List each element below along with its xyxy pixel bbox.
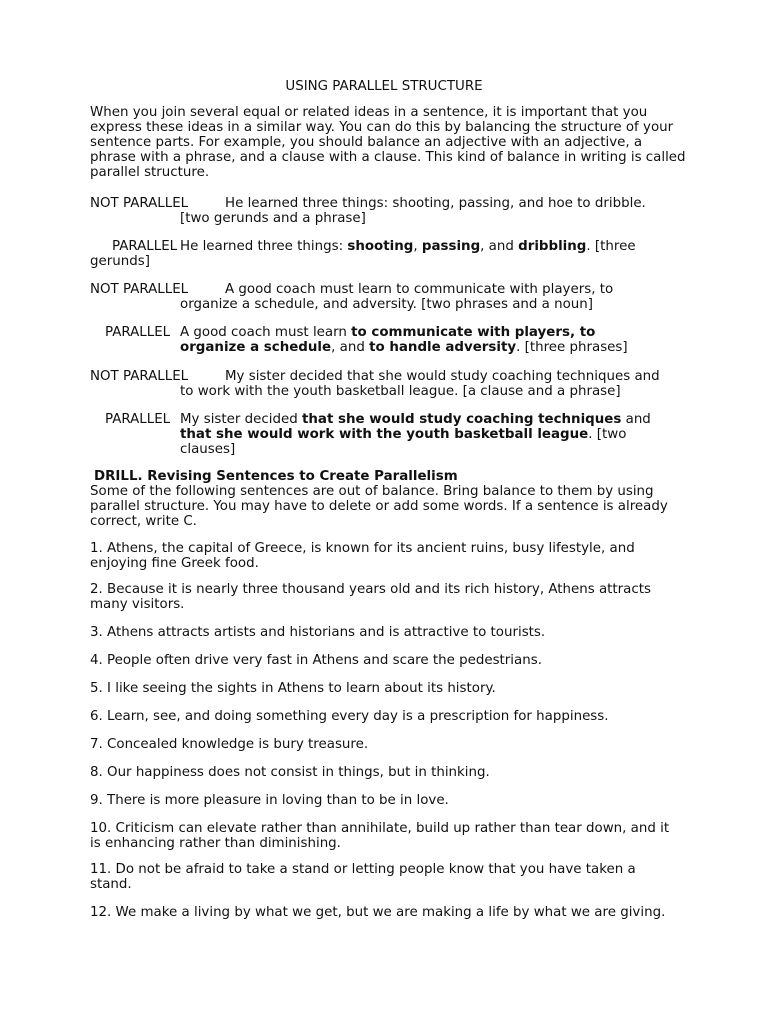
drill-item: 4. People often drive very fast in Athens and scare the pedestrians. [90, 653, 542, 668]
drill-item: 12. We make a living by what we get, but we are making a life by what we are giving. [90, 905, 666, 920]
page-title: USING PARALLEL STRUCTURE [285, 79, 483, 94]
example-text: He learned three things: shooting, passing, and hoe to dribble. [225, 196, 646, 211]
example-note: [two gerunds and a phrase] [180, 211, 366, 226]
example-text: My sister decided that she would study coaching techniques and [180, 412, 651, 427]
not-parallel-label: NOT PARALLEL [90, 369, 189, 384]
drill-item: 1. Athens, the capital of Greece, is known for its ancient ruins, busy lifestyle, and enjoying fine Greek food. [90, 541, 635, 571]
not-parallel-label: NOT PARALLEL [90, 282, 189, 297]
example-text-cont: organize a schedule, and adversity. [two phrases and a noun] [180, 297, 593, 312]
drill-instructions: Some of the following sentences are out of balance. Bring balance to them by using parallel structure. You may have to delete or add some words. If a sentence is already correct, write C. [90, 484, 668, 529]
parallel-label: PARALLEL [105, 412, 171, 427]
example-text-cont: to work with the youth basketball league. [a clause and a phrase] [180, 384, 621, 399]
example-not-parallel-1 [90, 196, 690, 226]
example-text: He learned three things: shooting, passing, and dribbling. [three [180, 239, 636, 254]
drill-item: 2. Because it is nearly three thousand years old and its rich history, Athens attracts many visitors. [90, 582, 651, 612]
parallel-label: PARALLEL [105, 325, 171, 340]
example-parallel-3 [90, 412, 690, 457]
drill-item: 11. Do not be afraid to take a stand or letting people know that you have taken a stand. [90, 862, 636, 892]
drill-heading: DRILL. Revising Sentences to Create Parallelism [94, 469, 458, 484]
parallel-label: PARALLEL [112, 239, 178, 254]
example-text: A good coach must learn to communicate with players, to [180, 325, 596, 340]
drill-item: 9. There is more pleasure in loving than to be in love. [90, 793, 449, 808]
example-text-cont: that she would work with the youth basketball league. [two [180, 427, 627, 442]
example-text: A good coach must learn to communicate with players, to [225, 282, 614, 297]
drill-item: 10. Criticism can elevate rather than annihilate, build up rather than tear down, and it is enhancing rather than diminishing. [90, 821, 670, 851]
drill-item: 3. Athens attracts artists and historians and is attractive to tourists. [90, 625, 546, 640]
example-parallel-2 [90, 325, 690, 355]
drill-item: 6. Learn, see, and doing something every day is a prescription for happiness. [90, 709, 609, 724]
not-parallel-label: NOT PARALLEL [90, 196, 189, 211]
example-note: gerunds] [90, 254, 150, 269]
intro-text: When you join several equal or related ideas in a sentence, it is important that you express these ideas in a similar way. You can do this by balancing the structure of your sentence parts. For example, you should balance an adjective with an adjective, a phrase with a phrase, and a clause with a clause. This kind of balance in writing is called parallel structure. [90, 105, 686, 180]
example-note: clauses] [180, 442, 236, 457]
example-not-parallel-2 [90, 282, 690, 312]
example-parallel-1 [90, 239, 690, 269]
example-text-cont: organize a schedule, and to handle adversity. [three phrases] [180, 340, 628, 355]
example-not-parallel-3 [90, 369, 690, 399]
drill-item: 7. Concealed knowledge is bury treasure. [90, 737, 369, 752]
intro-paragraph [90, 105, 690, 180]
drill-item: 5. I like seeing the sights in Athens to learn about its history. [90, 681, 496, 696]
example-text: My sister decided that she would study coaching techniques and [225, 369, 660, 384]
drill-item: 8. Our happiness does not consist in things, but in thinking. [90, 765, 490, 780]
